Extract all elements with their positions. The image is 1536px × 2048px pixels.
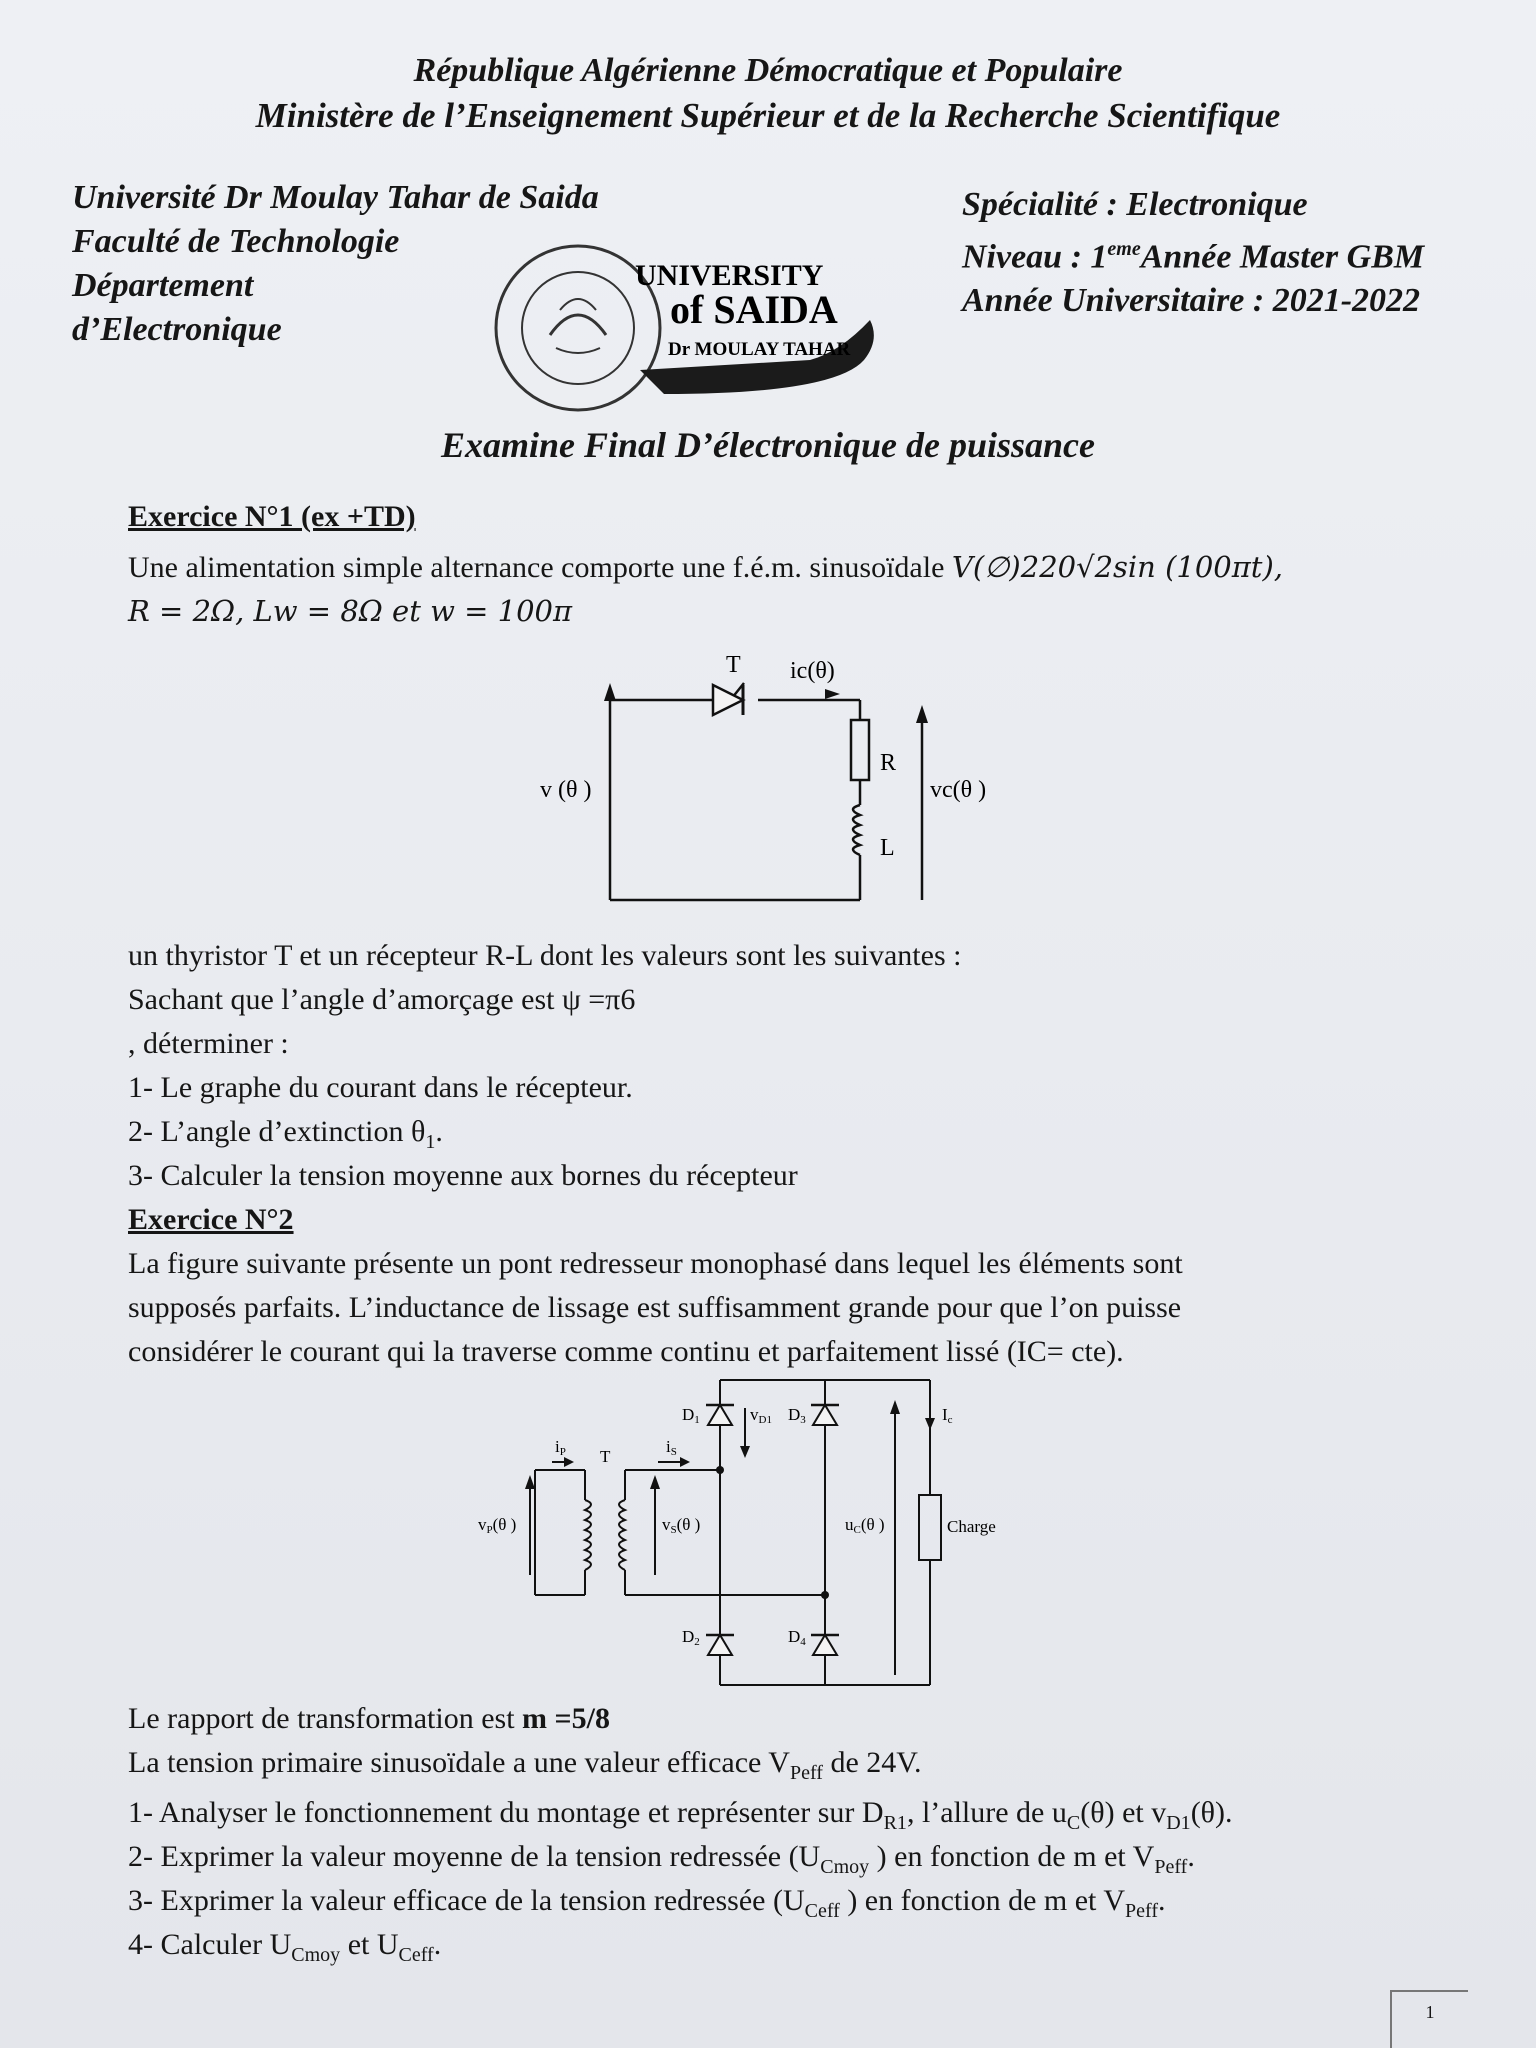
exercise-2-question-4: 4- Calculer $U_{Cmoy}$ et $U_{Ceff}$. [128,1928,442,1966]
department-line-2: d’Electronique [72,311,282,348]
label-charge: Charge [947,1517,996,1536]
label-thyristor: T [726,652,741,678]
exercise-1-line-3: , déterminer : [128,1027,289,1060]
faculty-name: Faculté de Technologie [72,223,400,260]
exercise-2-question-1: 1- Analyser le fonctionnement du montage et représenter sur $D_{R1}$, l’allure de $u_C(\theta)$ et $v_{D1}(\theta)$. [128,1796,1233,1834]
label-uc: uC(θ ) [845,1515,885,1536]
label-source-v: v (θ ) [540,777,592,803]
label-vd1: vD1 [750,1405,772,1426]
label-d2: D2 [682,1627,700,1648]
academic-year: Année Universitaire : 2021-2022 [962,282,1421,320]
exercise-1-question-2: 2- L’angle d’extinction $\theta_1$. [128,1115,443,1153]
republic-title: République Algérienne Démocratique et Populaire [413,52,1123,89]
label-ip: iP [555,1437,566,1458]
exercise-1-question-3: 3- Calculer la tension moyenne aux bornes du récepteur [128,1159,798,1192]
exercise-1-line-2: Sachant que l’angle d’amorçage est ψ =π6 [128,983,636,1016]
label-vp: vP(θ ) [478,1515,517,1536]
department-line-1: Département [72,267,254,304]
label-resistor-r: R [880,750,897,776]
label-vs: vS(θ ) [662,1515,701,1536]
exercise-2-primary: La tension primaire sinusoïdale a une valeur efficace $V_{Peff}$ de 24V. [128,1746,922,1784]
thyristor-circuit [520,645,1040,915]
exercise-2-para-3: considérer le courant qui la traverse comme continu et parfaitement lissé (IC= cte). [128,1335,1124,1368]
label-d4: D4 [788,1627,806,1648]
exercise-2-para-2: supposés parfaits. L’inductance de lissage est suffisamment grande pour que l’on puisse [128,1291,1182,1324]
label-d1: D1 [682,1405,700,1426]
exercise-2-question-3: 3- Exprimer la valeur efficace de la tension redressée ($U_{Ceff}$ ) en fonction de m et $V_{Peff}$. [128,1884,1166,1922]
exercise-1-intro: Une alimentation simple alternance comporte une f.é.m. sinusoïdale V(∅)220√2sin (100πt), [128,550,1283,584]
formula-v: V(∅)220√2sin (100πt), [951,550,1283,584]
exercise-1-question-1: 1- Le graphe du courant dans le récepteur. [128,1071,633,1104]
speciality: Spécialité : Electronique [962,186,1308,223]
logo-text-saida: of SAIDA [670,287,838,332]
course-info-block [962,183,1424,323]
exercise-1-line-1: un thyristor T et un récepteur R-L dont les valeurs sont les suivantes : [128,939,962,972]
exercise-1-params: R = 2Ω, Lw = 8Ω et w = 100π [128,594,573,628]
logo-text-university: UNIVERSITY [635,259,824,292]
exercise-2-para-1: La figure suivante présente un pont redresseur monophasé dans lequel les éléments sont [128,1247,1183,1280]
exercise-2-question-2: 2- Exprimer la valeur moyenne de la tension redressée ($U_{Cmoy}$ ) en fonction de m et $V_{Peff}$. [128,1840,1195,1878]
label-inductor-l: L [880,835,895,861]
ministry-title: Ministère de l’Enseignement Supérieur et de la Recherche Scientifique [255,96,1281,135]
university-logo [490,240,910,420]
exam-title: Examine Final D’électronique de puissance [440,425,1095,465]
label-transformer: T [600,1447,611,1466]
university-name: Université Dr Moulay Tahar de Saida [72,179,599,216]
level: Niveau : 1emeAnnée Master GBM [962,238,1425,276]
label-current-ic: ic(θ) [790,658,835,684]
label-ic: Ic [942,1405,953,1426]
exercise-2-title: Exercice N°2 [128,1203,294,1236]
bridge-rectifier-circuit [470,1370,1030,1690]
page-number: 1 [1390,1990,1468,2048]
exercise-1-title: Exercice N°1 (ex +TD) [128,500,416,533]
label-d3: D3 [788,1405,806,1426]
label-load-vc: vc(θ ) [930,777,987,803]
exercise-2-ratio: Le rapport de transformation est m =5/8 [128,1702,610,1735]
label-is: iS [666,1437,677,1458]
logo-text-founder: Dr MOULAY TAHAR [668,339,851,360]
